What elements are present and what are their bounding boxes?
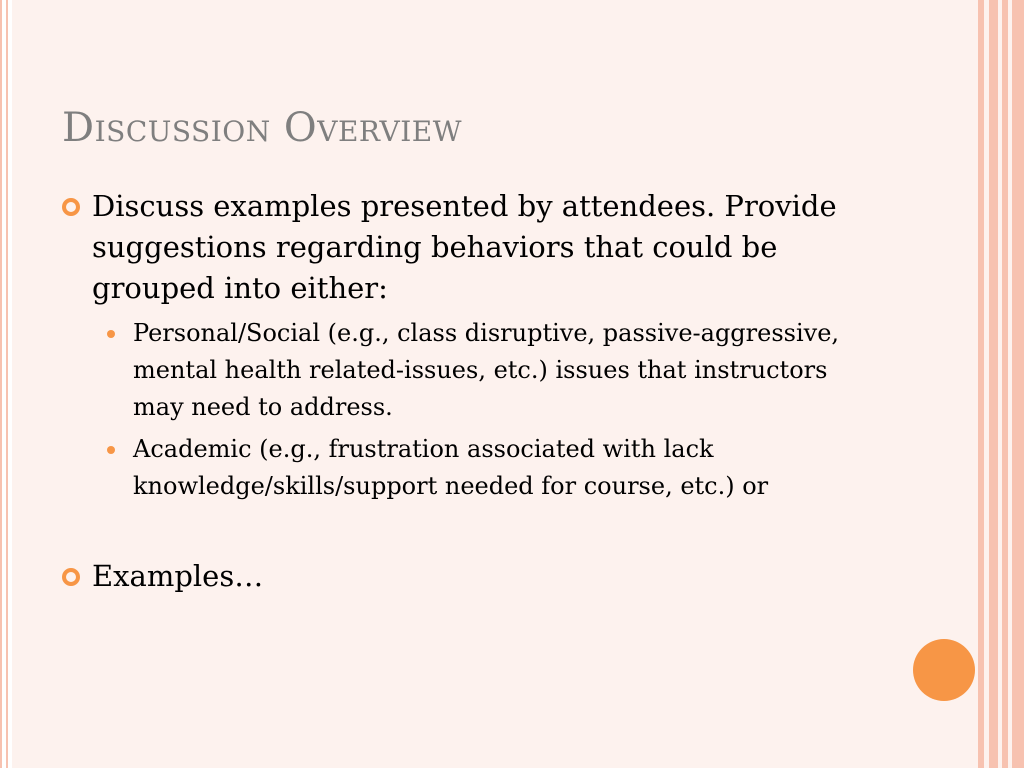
sub-bullet-item [62,431,882,505]
left-decor-line-2 [6,0,8,768]
bullet-ring-icon [62,198,80,216]
sub-bullet-dot-icon [107,330,115,338]
decorative-circle [913,639,975,701]
sub-bullet-item [62,315,882,426]
sub-bullet-text: Academic (e.g., frustration associated with lack knowledge/skills/support needed for course, etc.) or [133,435,769,500]
bullet-text: Discuss examples presented by attendees. Provide suggestions regarding behaviors that could be grouped into either: [92,189,837,305]
right-stripe-3 [989,0,998,768]
bullet-item [62,186,882,309]
right-stripe-7 [1012,0,1024,768]
slide-content [62,186,882,597]
sub-bullet-text: Personal/Social (e.g., class disruptive, passive-aggressive, mental health related-issues, etc.) issues that instructors may need to address. [133,319,840,421]
bullet-ring-icon [62,568,80,586]
sub-bullet-dot-icon [107,446,115,454]
slide-title: Discussion Overview [62,105,462,151]
bullet-text: Examples… [92,559,264,593]
bullet-item [62,556,882,597]
left-decor-line-1 [0,0,2,768]
